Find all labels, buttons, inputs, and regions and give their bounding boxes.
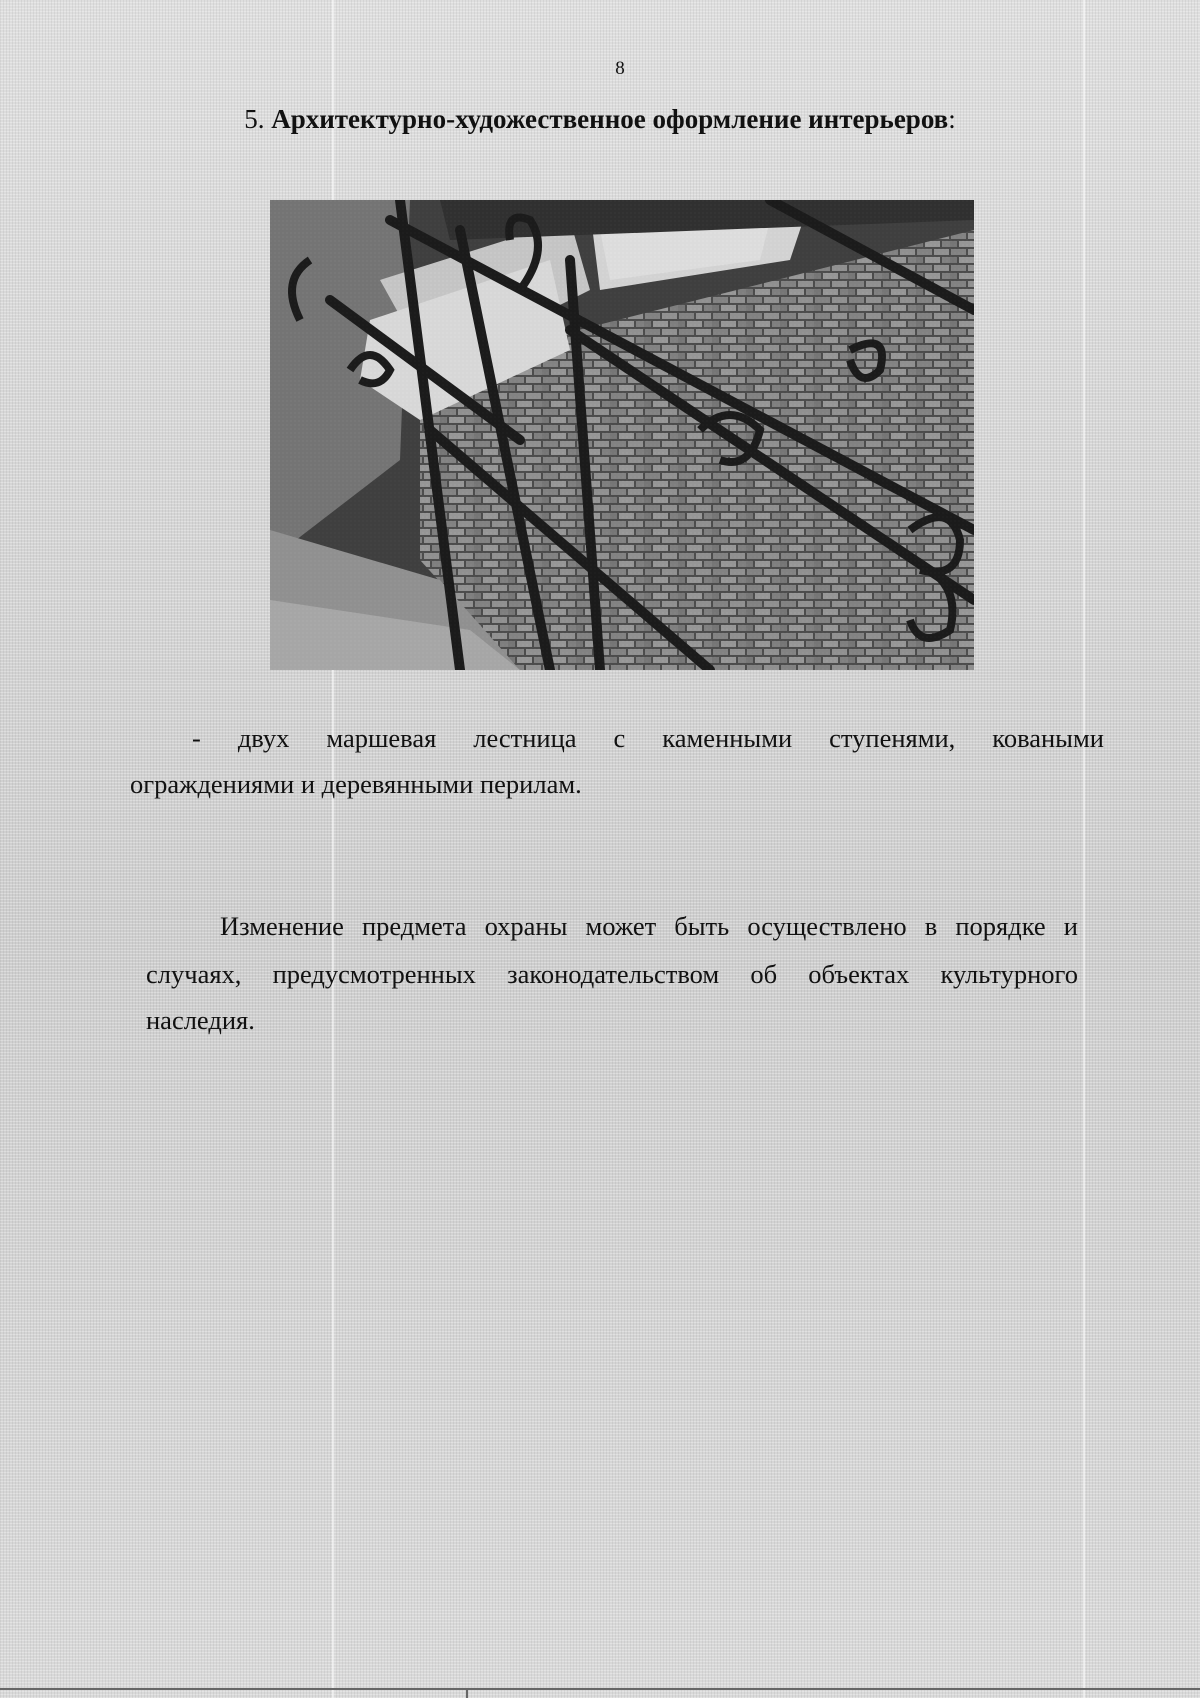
word: лестница [473,723,577,753]
page-number: 8 [615,58,625,79]
scan-artifact-line [1083,0,1085,1698]
word: - [192,723,201,753]
word: в [924,911,938,941]
section-heading [0,104,1200,135]
page-bottom-border [0,1688,1200,1690]
word: объектах [808,959,910,989]
word: маршевая [326,723,437,753]
word: предусмотренных [272,959,476,989]
note-paragraph-line-3: наследия. [146,1005,255,1035]
word: об [750,959,778,989]
word: двух [237,723,290,753]
section-colon: : [948,104,956,134]
page-bottom-tick [466,1688,468,1698]
section-number: 5. [244,104,265,134]
word: с [613,723,626,753]
word: каменными [662,723,793,753]
word: осуществлено [747,911,907,941]
word: культурного [940,959,1078,989]
word: охраны [484,911,568,941]
word: законодательством [507,959,720,989]
word: ступенями, [829,723,956,753]
word: и [1063,911,1078,941]
staircase-photo [270,200,974,670]
word: может [585,911,657,941]
section-title: Архитектурно-художественное оформление интерьеров [271,104,949,134]
word: предмета [361,911,467,941]
note-paragraph-line-2 [146,952,1078,996]
word: Изменение [220,911,344,941]
word: порядке [955,911,1046,941]
word: быть [674,911,730,941]
bullet-paragraph-line-2: ограждениями и деревянными перилам. [130,769,582,799]
note-paragraph-line-1 [220,904,1078,948]
word: коваными [992,723,1104,753]
bullet-paragraph-line-1 [192,716,1104,760]
word: случаях, [146,959,242,989]
